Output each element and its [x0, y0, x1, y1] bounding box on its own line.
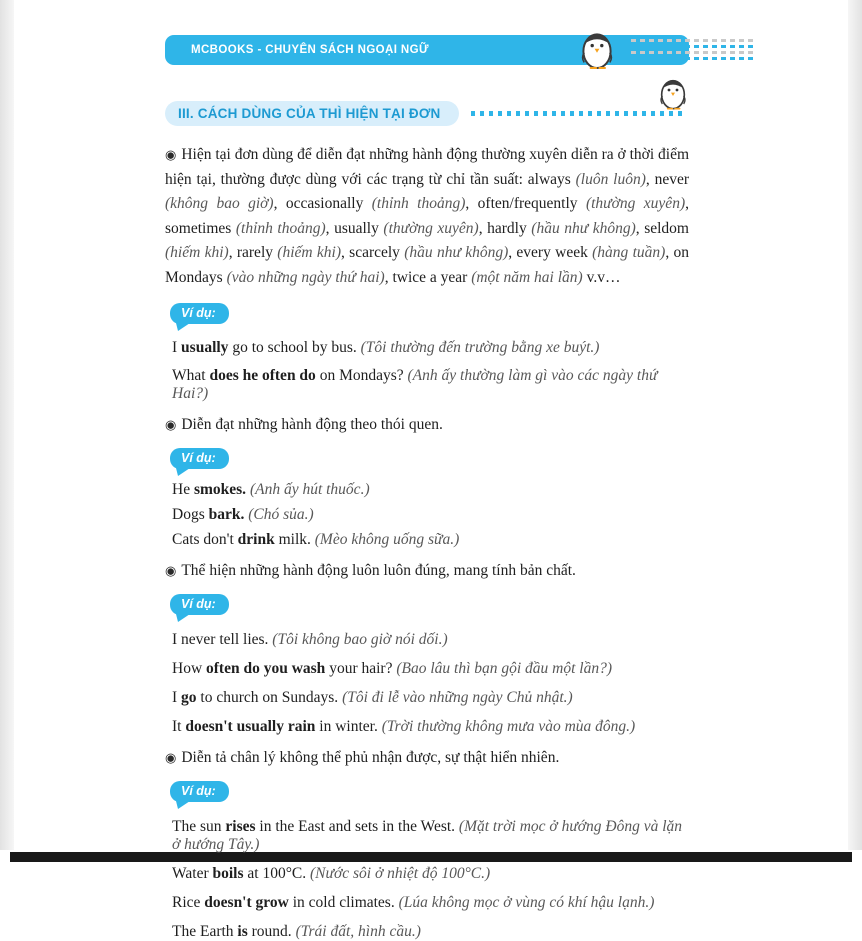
sentence-text: usually: [181, 339, 229, 356]
translation-text: (hiếm khi): [165, 244, 229, 261]
sentence-text: your hair?: [325, 660, 397, 677]
sentence-text: , scarcely: [340, 244, 405, 261]
usage-paragraph: [165, 561, 689, 581]
sentence-text: doesn't usually rain: [185, 718, 316, 735]
translation-text: (hầu như không): [531, 219, 636, 237]
translation-text: (hiếm khi): [277, 244, 341, 261]
example-line: [172, 631, 689, 649]
sentence-text: How: [172, 660, 207, 677]
usage-paragraph: [165, 748, 689, 768]
bullet-icon: ◉: [165, 147, 177, 162]
sentence-text: , often/frequently: [465, 195, 586, 212]
dash-line: [631, 51, 757, 54]
example-line: [172, 923, 689, 941]
translation-text: (hầu như không): [404, 244, 509, 261]
dash-line: [631, 57, 757, 60]
section-title-pill: [165, 101, 459, 126]
sentence-text: is: [237, 923, 248, 940]
sentence-text: Thể hiện những hành động luôn luôn đúng, mang tính bản chất.: [181, 562, 576, 579]
example-line: [172, 481, 689, 499]
sentence-text: Diễn đạt những hành động theo thói quen.: [181, 416, 443, 433]
example-line: [172, 718, 689, 736]
translation-text: (không bao giờ): [165, 195, 274, 212]
page-edge-left: [0, 0, 14, 850]
sentence-text: boils: [212, 865, 244, 882]
usage-text: [181, 562, 576, 579]
translation-text: (Tôi đi lễ vào những ngày Chủ nhật.): [342, 689, 573, 706]
example-line: [172, 689, 689, 707]
translation-text: (thỉnh thoảng): [371, 195, 466, 212]
sentence-text: I never tell lies.: [172, 631, 273, 648]
sentence-text: round.: [247, 923, 296, 940]
vidu-bubble: [170, 594, 229, 615]
translation-text: (Anh ấy thường làm gì vào các ngày thứ Hai?): [172, 367, 658, 402]
translation-text: (Bao lâu thì bạn gội đầu một lần?): [396, 660, 613, 677]
translation-text: (thường xuyên): [585, 195, 686, 212]
translation-text: (Nước sôi ở nhiệt độ 100°C.): [310, 865, 491, 882]
translation-text: (Lúa không mọc ở vùng có khí hậu lạnh.): [398, 894, 655, 911]
sentence-text: , never: [645, 170, 689, 188]
sentence-text: , rarely: [228, 244, 278, 261]
sentence-text: in winter.: [315, 718, 382, 735]
translation-text: (Tôi thường đến trường bằng xe buýt.): [360, 339, 600, 356]
sentence-text: , every week: [508, 244, 593, 261]
page-header-row: [165, 35, 689, 65]
dotted-lines-decoration: [631, 39, 757, 63]
sentence-text: in the East and sets in the West.: [255, 818, 459, 835]
translation-text: (Trái đất, hình cầu.): [295, 923, 421, 940]
penguin-mascot-icon: [573, 24, 621, 72]
sentence-text: , seldom: [635, 219, 689, 237]
dash-line: [631, 45, 757, 48]
usage-text: [165, 146, 689, 286]
sentence-text: go to school by bus.: [228, 339, 361, 356]
example-line: [172, 865, 689, 883]
sentence-text: , usually: [325, 219, 384, 237]
example-line: [172, 339, 689, 357]
sentence-text: v.v…: [582, 268, 621, 286]
sentence-text: milk.: [274, 531, 315, 548]
penguin-mascot-icon: [653, 72, 693, 112]
translation-text: (vào những ngày thứ hai): [226, 268, 385, 286]
vidu-label: Ví dụ:: [181, 306, 216, 320]
vidu-bubble: [170, 448, 229, 469]
sentence-text: at 100°C.: [243, 865, 310, 882]
sentence-text: doesn't grow: [204, 894, 289, 911]
brand-title: MCBOOKS - CHUYÊN SÁCH NGOẠI NGỮ: [191, 44, 429, 56]
sentence-text: , on Mondays: [165, 244, 689, 286]
sentence-text: smokes.: [193, 481, 247, 498]
translation-text: (thường xuyên): [383, 219, 479, 237]
sentence-text: on Mondays?: [315, 367, 408, 384]
translation-text: (Tôi không bao giờ nói dối.): [272, 631, 448, 648]
sentence-text: Hiện tại đơn dùng để diễn đạt những hành động thường xuyên diễn ra ở thời điểm hiện tại, thường được dùng với các trạng từ chỉ tần suất: always: [165, 146, 689, 188]
example-line: [172, 818, 689, 854]
sentence-text: to church on Sundays.: [196, 689, 343, 706]
translation-text: (hàng tuần): [592, 244, 666, 261]
sentence-text: often do you wash: [206, 660, 326, 677]
page-edge-right: [848, 0, 862, 850]
book-page: [165, 35, 689, 941]
vidu-label: Ví dụ:: [181, 784, 216, 798]
sentence-text: The Earth: [172, 923, 238, 940]
bullet-icon: ◉: [165, 563, 177, 578]
sentence-text: Dogs: [172, 506, 209, 523]
sentence-text: Diễn tả chân lý không thể phủ nhận được, sự thật hiển nhiên.: [181, 749, 560, 766]
translation-text: (Anh ấy hút thuốc.): [249, 481, 370, 498]
sentence-text: What: [172, 367, 210, 384]
sentence-text: Rice: [172, 894, 205, 911]
vidu-label: Ví dụ:: [181, 451, 216, 465]
sentence-text: The sun: [172, 818, 226, 835]
usage-paragraph: [165, 415, 689, 435]
translation-text: (thỉnh thoảng): [235, 219, 326, 237]
example-line: [172, 367, 689, 403]
translation-text: (Chó sủa.): [248, 506, 314, 523]
sentence-text: , occasionally: [273, 195, 372, 212]
sentence-text: go: [181, 689, 197, 706]
translation-text: (một năm hai lần): [471, 268, 583, 286]
translation-text: (Mặt trời mọc ở hướng Đông và lặn ở hướng Tây.): [172, 818, 683, 853]
usage-intro-paragraph: [165, 143, 689, 290]
vidu-bubble: [170, 781, 229, 802]
dash-line: [631, 39, 757, 42]
usage-text: [181, 416, 443, 433]
sentence-text: I: [172, 339, 182, 356]
translation-text: (luôn luôn): [575, 170, 646, 188]
sentence-text: , hardly: [478, 219, 532, 237]
sentence-text: bark.: [208, 506, 245, 523]
sentence-text: , twice a year: [384, 268, 472, 286]
section-heading-row: [165, 99, 689, 127]
sentence-text: Water: [172, 865, 213, 882]
example-line: [172, 506, 689, 524]
sentence-text: , sometimes: [165, 195, 689, 237]
sentence-text: Cats don't: [172, 531, 238, 548]
sentence-text: I: [172, 689, 182, 706]
translation-text: (Mèo không uống sữa.): [314, 531, 460, 548]
sentence-text: does he often do: [209, 367, 316, 384]
sentence-text: drink: [237, 531, 275, 548]
sentence-text: in cold climates.: [288, 894, 399, 911]
vidu-label: Ví dụ:: [181, 597, 216, 611]
sentence-text: rises: [225, 818, 256, 835]
page-title: III. CÁCH DÙNG CỦA THÌ HIỆN TẠI ĐƠN: [178, 105, 441, 121]
example-line: [172, 531, 689, 549]
example-line: [172, 660, 689, 678]
translation-text: (Trời thường không mưa vào mùa đông.): [381, 718, 636, 735]
vidu-bubble: [170, 303, 229, 324]
bullet-icon: ◉: [165, 417, 177, 432]
example-line: [172, 894, 689, 912]
sentence-text: He: [172, 481, 194, 498]
bullet-icon: ◉: [165, 750, 177, 765]
usage-text: [181, 749, 559, 766]
sentence-text: It: [172, 718, 186, 735]
